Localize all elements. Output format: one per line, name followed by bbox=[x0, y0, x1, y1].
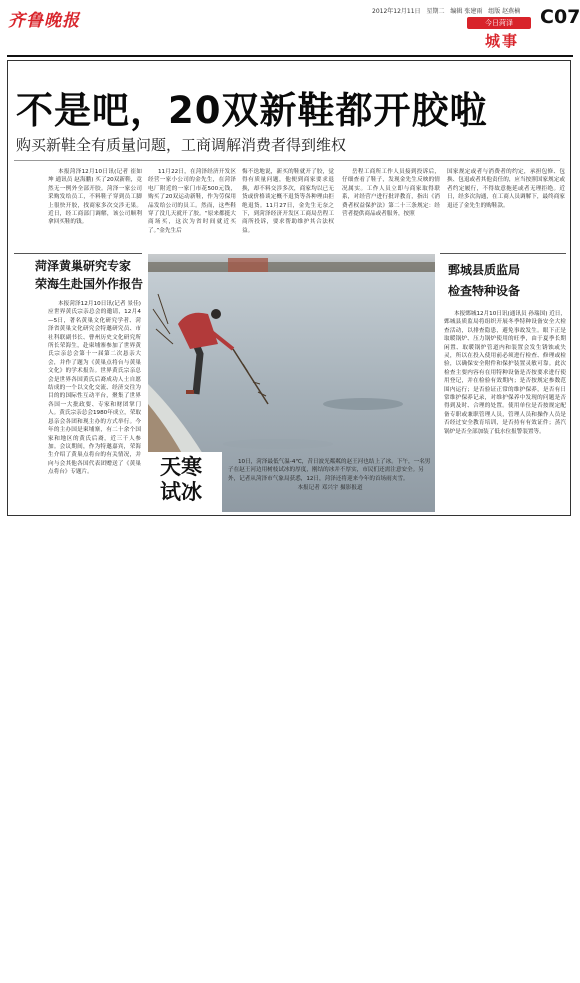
left-story-title-2: 荣海生赴国外作报告 bbox=[35, 277, 144, 291]
issue-editor: 编辑 张建雨 bbox=[450, 8, 483, 15]
newspaper-logo: 齐鲁晚报 bbox=[8, 11, 80, 31]
photo-title bbox=[160, 455, 210, 505]
main-story-col-5: 国家规定或者与消费者的约定，承担包修、包换、包退或者其他责任的，应当按照国家规定或者约定履行，不得故意拖延或者无理拒绝。近日，经多次沟通，在工商人员调解下，最终商家退还了金先生的购鞋款。 bbox=[447, 169, 565, 209]
photo-title-line-1: 天寒 bbox=[160, 455, 202, 479]
right-story-title-1: 鄄城县质监局 bbox=[448, 263, 521, 277]
edition-badge: 今日菏泽 bbox=[467, 17, 531, 29]
left-story-rule bbox=[14, 253, 142, 254]
main-story-col-3: 悔不迭地说，新买的鞋就开了胶，觉得有质量问题，他便到商家要求退换，却不料交涉多次，商家均以已无货或价格谈定概不退货等各种理由拒绝退货。11月27日，金先生无奈之下，到菏泽经济开发区工商局岳程工商所投诉，要求帮助维护其合法权益。 bbox=[242, 169, 334, 234]
page-number: C07 bbox=[540, 6, 580, 28]
photo-title-line-2: 试冰 bbox=[160, 480, 202, 504]
right-story-rule bbox=[440, 253, 566, 254]
main-story-col-1: 本报菏泽12月10日讯(记者 崔如坤 通讯员 赵海鹏) 买了20双新鞋，竟然无一例外全部开胶。菏泽一家公司采购发给员工，不料鞋子穿到员工脚上很快开胶，找商家多次交涉无果。近日，经工商部门调解，该公司顺利拿回买鞋的钱。 bbox=[48, 169, 142, 226]
photo-caption-body: 10日，菏泽最低气温-4℃，昔日波光粼粼的赵王河也结上了冰。下午，一名男子在赵王河边用树枝试冰的厚度，刚结的冰并不厚实，市民们还需注意安全。另外，记者从菏泽市气象局获悉，12日，菏泽还将迎来今年的首场雨夹雪。 bbox=[228, 459, 431, 482]
headline-divider bbox=[14, 160, 560, 161]
right-story-body: 本报鄄城12月10日讯(通讯员 孙瑞国) 近日，鄄城县质监局将组织开展冬季特种设备安全大检查活动，以排查隐患，避免事故发生。眼下正是取暖锅炉、压力锅炉使用的旺季，由于夏季长期闲置、取暖锅炉管道内和装置会发生锈蚀或失灵，所以在投入使用前必须进行检查、修理或检验，以确保安全附件和保护装置灵敏可靠。此次检查主要内容有在用特种设备是否按要求进行使用登记，并在检验有效期内；是否按规定参数范围内运行；是否验证正常的维护保养，是否有日常维护保养记录，对维护保养中发现的问题是否得到及时、合理的处置。使用单位是否按规定配备专职或兼职管理人员，管理人员和操作人员是否经过安全教育培训，是否持有有效证件；蒸汽锅炉是否全部加装了低水位报警装置等。 bbox=[444, 311, 566, 435]
photo-caption bbox=[228, 458, 432, 493]
issue-meta bbox=[372, 6, 524, 15]
main-headline: 不是吧，20双新鞋都开胶啦 bbox=[16, 89, 488, 132]
section-title: 城事 bbox=[485, 32, 520, 50]
issue-designer: 组版 赵燕楠 bbox=[488, 8, 521, 15]
issue-weekday: 星期二 bbox=[426, 8, 445, 15]
main-story-col-2: 11月22日，在菏泽经济开发区经营一家小公司的金先生，在菏泽电厂附近的一家门市花500元钱，购买了20双运动新鞋，作为劳保用品发给公司的员工。然而，这些鞋穿了没几天就开了胶。“原来都挺大商场买，这次为省时间就近买了。”金先生后 bbox=[148, 169, 236, 234]
photo-credit: 本报记者 邓兴宇 摄影报道 bbox=[297, 485, 363, 492]
issue-date: 2012年12月11日 bbox=[372, 8, 421, 15]
masthead-rule bbox=[7, 55, 573, 57]
left-story-body: 本报菏泽12月10日讯(记者 景佳) 应世界黄氏宗亲总会的邀请，12月4—5日，著名黄巢文化研究学者、菏泽省黄巢文化研究会特邀研究员、市社科联副书长、曹州历史文化研究所所长荣海生，赴柬埔寨参加了世界黄氏宗亲总会第十一届第二次恳亲大会，并作了题为《黄巢点将台与黄巢文化》的学术报告。世界黄氏宗亲总会是世界各国黄氏后裔成功人士自愿结成的一个以文化交流、经济交往为目的的国际性互动平台，聚集了世界各国一大批政要、专家和财团掌门人。黄氏宗亲总会1980年成立，荣取恳亲会各团和现主办的方式举行。今年的主办国是柬埔寨，有二十余个国家和地区的黄氏后裔，近三千人参加。会议期间，作为特邀嘉宾，荣海生介绍了黄巢点将台的有关情况，并向与会其他各国代表团赠送了《黄巢点将台》专题片。 bbox=[48, 301, 141, 476]
right-story-title-2: 检查特种设备 bbox=[448, 284, 521, 298]
main-story-col-4: 岳程工商所工作人员接到投诉后，仔细查看了鞋子，发现金先生反映的情况属实。工作人员立即与商家取得联系，对经营户进行批评教育，指出《消费者权益保护法》第二十三条规定：经营者提供商品或者服务，按照 bbox=[342, 169, 440, 218]
left-story-title-1: 菏泽黄巢研究专家 bbox=[35, 259, 132, 273]
main-subhead: 购买新鞋全有质量问题，工商调解消费者得到维权 bbox=[16, 136, 347, 154]
